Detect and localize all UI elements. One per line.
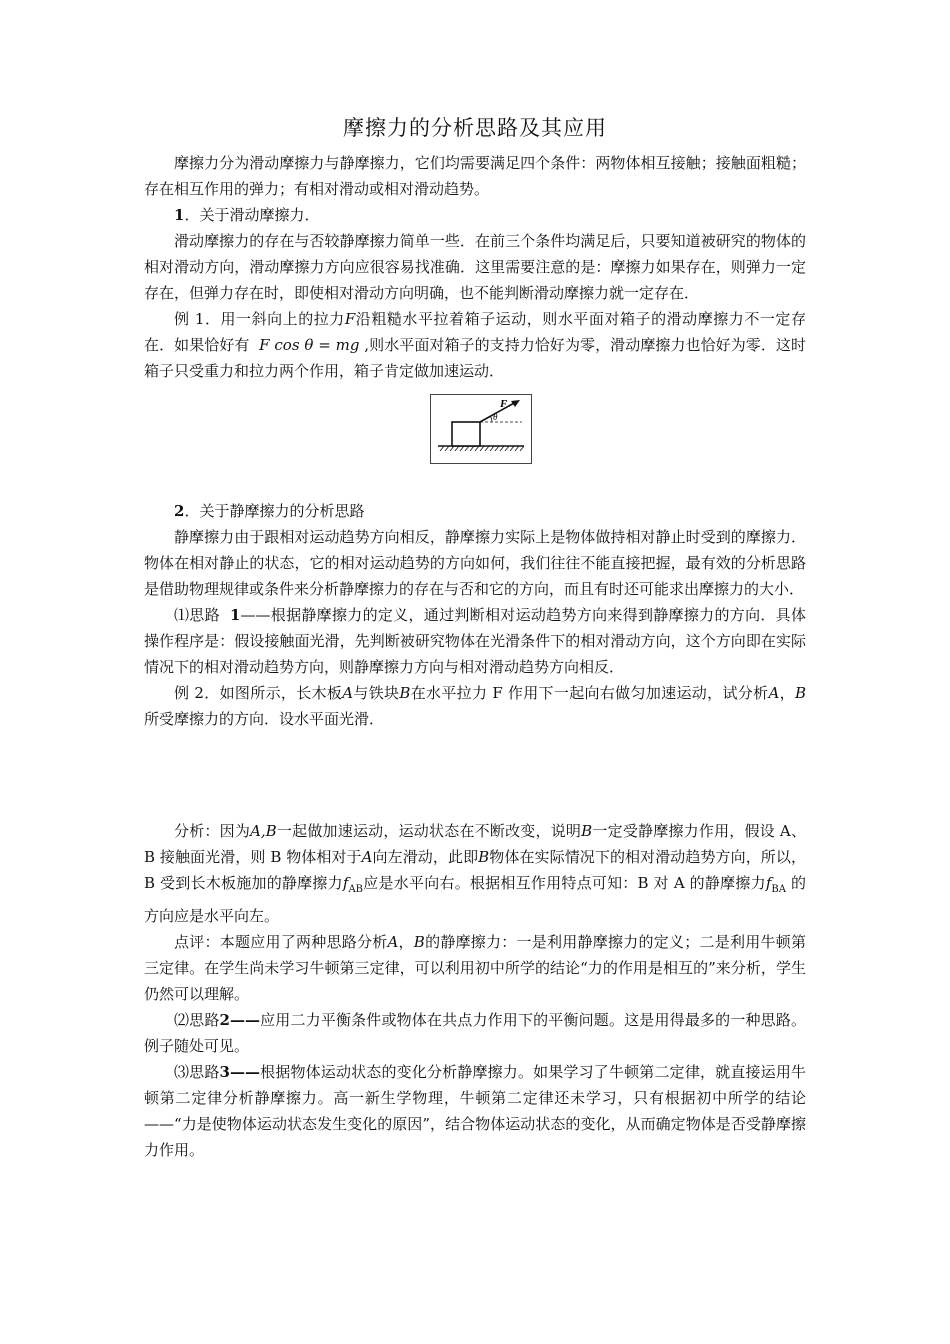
comment-var-b: B xyxy=(413,933,425,951)
section2-number: 2 xyxy=(174,502,185,520)
example2-paragraph xyxy=(144,680,806,732)
idea1-paragraph xyxy=(144,602,806,680)
page-title: 摩擦力的分析思路及其应用 xyxy=(343,116,607,140)
idea1-prefix: ⑴思路 xyxy=(174,606,220,624)
comment-paragraph xyxy=(144,929,806,1007)
section2-heading-text: ．关于静摩擦力的分析思路 xyxy=(184,502,365,520)
analysis-paragraph xyxy=(144,818,806,929)
example1-formula: F cos θ = mg xyxy=(259,336,360,354)
analysis-f-ba-sub: BA xyxy=(771,884,786,895)
analysis-text-b: 一起做加速运动，运动状态在不断改变，说明 xyxy=(276,822,582,840)
example2-var-b: B xyxy=(399,684,411,702)
example2-text-b: 与铁块 xyxy=(353,684,400,702)
example2-var-b2: B xyxy=(794,684,806,702)
analysis-text-a: 分析：因为 xyxy=(174,822,251,840)
analysis-text-g: 的方向应是水平向左。 xyxy=(144,874,806,925)
figure-force-label: F xyxy=(500,398,508,410)
idea3-paragraph xyxy=(144,1059,806,1163)
figure-placeholder xyxy=(144,732,806,818)
comment-var-a: A xyxy=(387,933,399,951)
example2-text-c: 在水平拉力 F 作用下一起向右做匀加速运动，试分析 xyxy=(410,684,769,702)
example2-text-d: ， xyxy=(779,684,795,702)
analysis-text-d: 向左滑动，此即 xyxy=(372,848,479,866)
box-pull-figure xyxy=(430,394,532,464)
idea1-number: 1 xyxy=(230,606,241,624)
analysis-f-ba: f xyxy=(765,874,772,892)
analysis-f-ab: f xyxy=(342,874,349,892)
idea2-number: 2—— xyxy=(219,1011,260,1029)
example2-var-a2: A xyxy=(768,684,780,702)
section2-paragraph: 静摩擦力由于跟相对运动趋势方向相反，静摩擦力实际上是物体做持相对静止时受到的摩擦力．物体在相对静止的状态，它的相对运动趋势的方向如何，我们往往不能直接把握，最有效的分析思路是借助物理规律或条件来分析静摩擦力的存在与否和它的方向，而且有时还可能求出摩擦力的大小． xyxy=(144,528,806,598)
example2-text-a: 例 2．如图所示，长木板 xyxy=(174,684,343,702)
example1-text-b: 沿粗糙水平拉着箱子运动，则水平面对箱子的滑动摩擦力不一定存在．如果恰好有 xyxy=(144,310,806,354)
example1-paragraph xyxy=(144,306,806,384)
section2-heading xyxy=(144,498,806,524)
idea3-number: 3—— xyxy=(219,1063,260,1081)
idea2-text: 应用二力平衡条件或物体在共点力作用下的平衡问题。这是用得最多的一种思路。例子随处可见。 xyxy=(144,1011,806,1055)
example2-text-e: 所受摩擦力的方向．设水平面光滑． xyxy=(144,710,385,728)
comment-text-c: 的静摩擦力：一是利用静摩擦力的定义；二是利用牛顿第三定律。在学生尚未学习牛顿第三定律，可以利用初中所学的结论“力的作用是相互的”来分析，学生仍然可以理解。 xyxy=(144,933,806,1003)
spacer xyxy=(144,464,806,498)
example1-text-a: 例 1．用一斜向上的拉力 xyxy=(174,310,345,328)
section1-number: 1 xyxy=(174,206,185,224)
analysis-var-a1: A xyxy=(361,848,373,866)
section1-heading xyxy=(144,202,806,228)
intro-paragraph: 摩擦力分为滑动摩擦力与静摩擦力，它们均需要满足四个条件：两物体相互接触；接触面粗糙；存在相互作用的弹力；有相对滑动或相对滑动趋势。 xyxy=(144,154,806,198)
idea2-prefix: ⑵思路 xyxy=(174,1011,220,1029)
idea3-text: 根据物体运动状态的变化分析静摩擦力。如果学习了牛顿第二定律，就直接运用牛顿第二定律分析静摩擦力。高一新生学物理，牛顿第二定律还未学习，只有根据初中所学的结论——“力是使物体运动状态发生变化的原因”，结合物体运动状态的变化，从而确定物体是否受静摩擦力作用。 xyxy=(144,1063,806,1159)
example2-var-a: A xyxy=(342,684,354,702)
analysis-text-f: 应是水平向右。根据相互作用特点可知：B 对 A 的静摩擦力 xyxy=(363,874,766,892)
analysis-text-c: 一定受静摩擦力作用，假设 A、B 接触面光滑，则 B 物体相对于 xyxy=(144,822,806,866)
section1-heading-text: ．关于滑动摩擦力． xyxy=(184,206,320,224)
figure-angle-label: θ xyxy=(493,412,498,422)
analysis-var-ab: A,B xyxy=(250,822,277,840)
analysis-var-b2: B xyxy=(478,848,490,866)
comment-text-b: ， xyxy=(398,933,414,951)
analysis-f-ab-sub: AB xyxy=(348,884,364,895)
idea1-text: ——根据静摩擦力的定义，通过判断相对运动趋势方向来得到静摩擦力的方向．具体操作程序是：假设接触面光滑，先判断被研究物体在光滑条件下的相对滑动方向，这个方向即在实际情况下的相对滑动趋势方向，则静摩擦力方向与相对滑动趋势方向相反． xyxy=(144,606,806,676)
section1-paragraph: 滑动摩擦力的存在与否较静摩擦力简单一些．在前三个条件均满足后，只要知道被研究的物体的相对滑动方向，滑动摩擦力方向应很容易找准确．这里需要注意的是：摩擦力如果存在，则弹力一定存在，但弹力存在时，即使相对滑动方向明确，也不能判断滑动摩擦力就一定存在． xyxy=(144,232,806,302)
comment-text-a: 点评：本题应用了两种思路分析 xyxy=(174,933,388,951)
document-body xyxy=(144,150,806,1163)
analysis-var-b1: B xyxy=(581,822,593,840)
analysis-text-e: 物体在实际情况下的相对滑动趋势方向，所以，B 受到长木板施加的静摩擦力 xyxy=(144,848,806,892)
example1-text-c: ,则水平面对箱子的支持力恰好为零，滑动摩擦力也恰好为零．这时箱子只受重力和拉力两个作用，箱子肯定做加速运动． xyxy=(144,336,806,380)
example1-force-symbol: F xyxy=(344,310,356,328)
idea3-prefix: ⑶思路 xyxy=(174,1063,220,1081)
idea2-paragraph xyxy=(144,1007,806,1059)
